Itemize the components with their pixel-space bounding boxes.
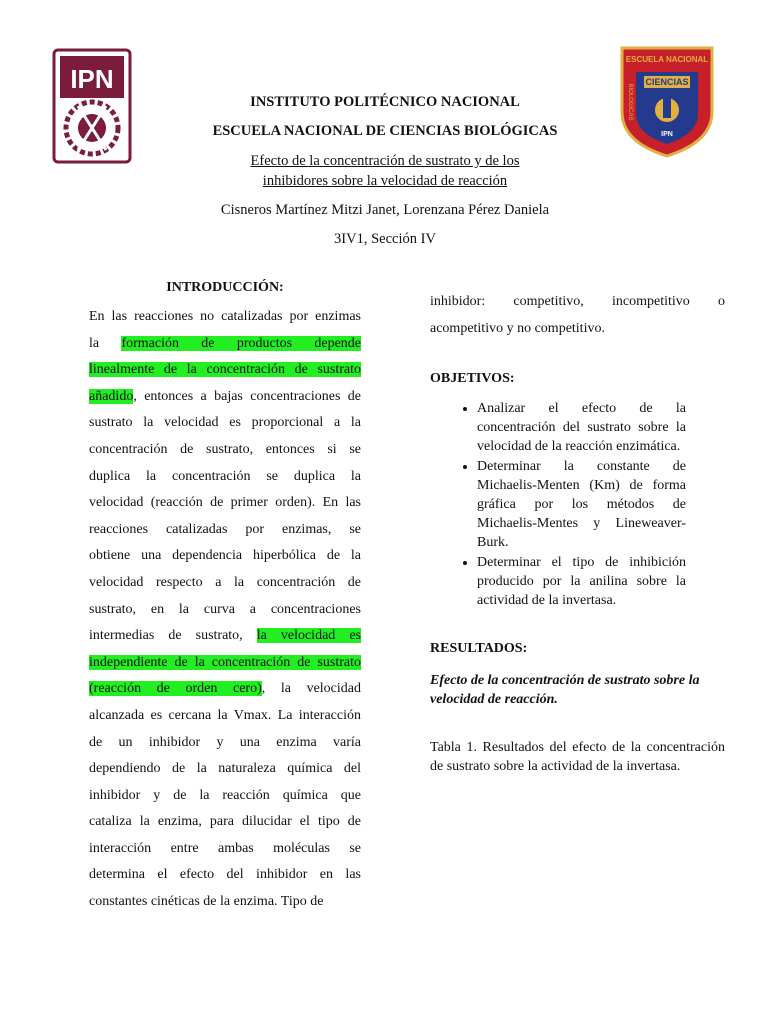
highlight: la velocidad es [256,628,361,644]
intro-line: (reacción de orden cero), la velocidad [89,681,361,697]
objetivo-item: • Determinar el tipo de inhibición producido por la anilina sobre la actividad de la invertasa. [477,553,686,611]
shield-mid-text: CIENCIAS [645,77,689,87]
intro-line: reacciones catalizadas por enzimas, se [89,521,361,537]
document-title-line2: inhibidores sobre la velocidad de reacción [262,173,508,189]
intro-line [89,357,361,384]
resultados-subheading: Efecto de la concentración de sustrato sobre la velocidad de reacción. [430,673,700,707]
intro-heading: INTRODUCCIÓN: [166,280,284,295]
group-section: 3IV1, Sección IV [334,231,436,247]
intro-line: concentración de sustrato, entonces si se [89,441,361,457]
objetivo-item: • Determinar la constante de Michaelis-Menten (Km) de forma gráfica por los métodos de Michaelis-Mentes y Lineweaver-Burk. [477,457,686,553]
encb-shield-logo [616,42,718,160]
ipn-logo [52,46,132,166]
institute-name: INSTITUTO POLITÉCNICO NACIONAL [250,94,520,110]
intro-line: velocidad respecto a la concentración de [89,574,361,590]
intro-continuation [430,288,725,342]
intro-line: sustrato la velocidad es proporcional a la [89,415,361,431]
intro-line: dependiendo de la naturaleza química del [89,761,361,777]
intro-cont-line: inhibidor: competitivo, incompetitivo o [430,294,725,309]
intro-line: interacción entre ambas moléculas se [89,840,361,856]
intro-line: de un inhibidor y una enzima varía [89,734,361,750]
intro-line: En las reacciones no catalizadas por enzimas [89,309,361,324]
highlight: linealmente de la concentración de sustrato [89,362,361,378]
objetivos-heading: OBJETIVOS: [430,371,515,386]
highlight: independiente de la concentración de sustrato [89,654,361,670]
objetivo-item: • Analizar el efecto de la concentración del sustrato sobre la velocidad de la reacción enzimática. [477,399,686,457]
highlight: formación de productos depende [121,335,361,351]
intro-line: determina el efecto del inhibidor en las [89,867,361,883]
school-name: ESCUELA NACIONAL DE CIENCIAS BIOLÓGICAS [212,123,558,139]
highlight: añadido [89,388,134,404]
intro-line [89,650,361,677]
authors: Cisneros Martínez Mitzi Janet, Lorenzana Pérez Daniela [220,202,550,218]
intro-line: la formación de productos depende [89,335,361,351]
intro-line: intermedias de sustrato, la velocidad es [89,628,361,644]
document-title-line1: Efecto de la concentración de sustrato y de los [250,153,520,169]
intro-line: sustrato, en la curva a concentraciones [89,601,361,617]
intro-line: velocidad (reacción de primer orden). En las [89,495,361,511]
intro-line: inhibidor y de la reacción química que [89,787,361,803]
intro-cont-line: acompetitivo y no competitivo. [430,321,605,336]
shield-side-text: BIOLOGICAS [627,83,633,121]
objetivos-list [430,399,686,610]
intro-line: constantes cinéticas de la enzima. Tipo de [89,894,324,910]
intro-line: alcanzada es cercana la Vmax. La interacción [89,707,361,723]
intro-paragraph [89,304,361,916]
intro-line: obtiene una dependencia hiperbólica de la [89,548,361,564]
ipn-logo-text: IPN [70,64,114,94]
resultados-heading: RESULTADOS: [430,641,528,656]
shield-small-text: IPN [661,131,673,138]
shield-top-text: ESCUELA NACIONAL [625,55,709,64]
intro-line: añadido, entonces a bajas concentraciones de [89,388,361,404]
highlight: (reacción de orden cero) [89,681,262,697]
tabla-caption: Tabla 1. Resultados del efecto de la concentración de sustrato sobre la actividad de la invertasa. [430,740,725,774]
intro-line: duplica la concentración se duplica la [89,468,361,484]
intro-line: cataliza la enzima, para dilucidar el tipo de [89,814,361,830]
